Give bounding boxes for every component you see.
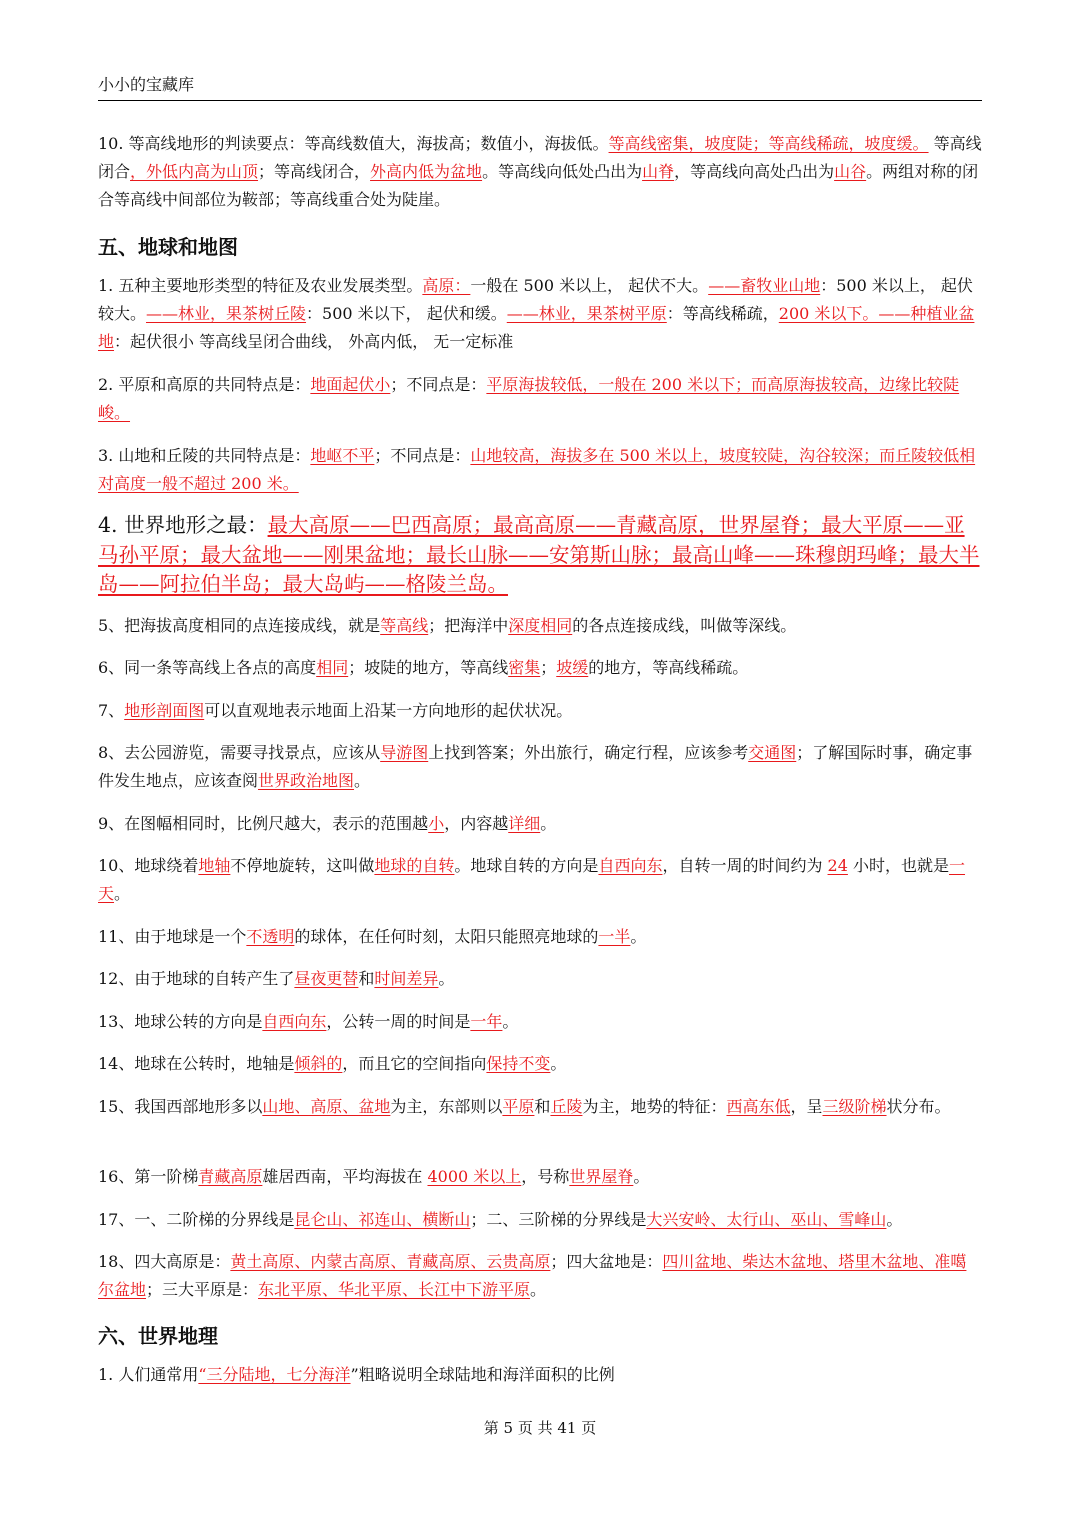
answer-text: ——林业，果茶树丘陵 xyxy=(146,304,307,323)
body-text: ；不同点是： xyxy=(374,446,471,465)
answer-text: 地球的自转 xyxy=(374,856,455,875)
answer-text: 一天 xyxy=(98,856,966,903)
body-text: 不停地旋转，这叫做 xyxy=(230,856,375,875)
answer-text: 山谷 xyxy=(834,162,867,181)
body-text: ；了解国际时事，确定事件发生地点，应该查阅 xyxy=(98,743,973,790)
answer-text: “三分陆地，七分海洋 xyxy=(198,1365,351,1384)
body-text: 。两组对称的闭合等高线中间部位为鞍部；等高线重合处为陡崖。 xyxy=(98,162,979,209)
answer-text: 外高内低为盆地 xyxy=(370,162,483,181)
body-text: 13、地球公转的方向是 xyxy=(98,1012,263,1031)
para-terrain-types xyxy=(98,272,982,356)
body-text: 9、在图幅相同时，比例尺越大，表示的范围越 xyxy=(98,814,429,833)
answer-text: 等高线 xyxy=(380,616,429,635)
body-text: 。 xyxy=(502,1012,519,1031)
para-plateaus-basins-plains xyxy=(98,1248,982,1304)
body-text: 。 xyxy=(438,969,455,988)
para-china-terrain xyxy=(98,1093,982,1121)
section-title-world-geography: 六、世界地理 xyxy=(98,1324,218,1348)
body-text: 的球体，在任何时刻，太阳只能照亮地球的 xyxy=(294,927,599,946)
answer-text: 山地、高原、盆地 xyxy=(262,1097,391,1116)
body-text: 10、地球绕着 xyxy=(98,856,199,875)
body-text: 状分布。 xyxy=(886,1097,951,1116)
body-text: 15、我国西部地形多以 xyxy=(98,1097,263,1116)
answer-text: 24 xyxy=(827,856,848,875)
body-text: ，等高线向高处凸出为 xyxy=(674,162,835,181)
answer-text: 地轴 xyxy=(198,856,231,875)
answer-text: 倾斜的 xyxy=(294,1054,343,1073)
answer-text: 详细 xyxy=(508,814,541,833)
answer-text: 不透明 xyxy=(246,927,295,946)
body-text: 18、四大高原是： xyxy=(98,1252,231,1271)
body-text: ；二、三阶梯的分界线是 xyxy=(470,1210,647,1229)
answer-text: 昆仑山、祁连山、横断山 xyxy=(294,1210,471,1229)
answer-text: 黄土高原、内蒙古高原、青藏高原、云贵高原 xyxy=(230,1252,551,1271)
body-text: 。地球自转的方向是 xyxy=(454,856,599,875)
body-text: ：500 米以下， 起伏和缓。 xyxy=(306,304,507,323)
body-text: 11、由于地球是一个 xyxy=(98,927,247,946)
answer-text: 相同 xyxy=(316,658,349,677)
answer-text: 三级阶梯 xyxy=(822,1097,887,1116)
body-text: ；不同点是： xyxy=(390,375,487,394)
body-text: ，而且它的空间指向 xyxy=(342,1054,487,1073)
para-revolution xyxy=(98,1008,982,1036)
body-text: 3. 山地和丘陵的共同特点是： xyxy=(98,446,311,465)
body-text: 。 xyxy=(633,1167,650,1186)
answer-text: 世界政治地图 xyxy=(258,771,355,790)
answer-text: 4000 米以上 xyxy=(427,1167,522,1186)
body-text: 。 xyxy=(886,1210,903,1229)
answer-text: 200 米以下。——种植业盆地 xyxy=(98,304,975,351)
para-map-usage xyxy=(98,739,982,795)
body-text: 的地方，等高线稀疏。 xyxy=(588,658,749,677)
para-contour-reading xyxy=(98,130,982,214)
answer-text: 地岖不平 xyxy=(310,446,375,465)
body-text: 12、由于地球的自转产生了 xyxy=(98,969,295,988)
answer-text: 高原： xyxy=(422,276,471,295)
body-text: 17、一、二阶梯的分界线是 xyxy=(98,1210,295,1229)
para-contour-definition xyxy=(98,612,982,640)
para-axis-tilt xyxy=(98,1050,982,1078)
body-text: 4. 世界地形之最： xyxy=(98,513,268,537)
body-text: 一般在 500 米以上， 起伏不大。 xyxy=(470,276,709,295)
body-text: 为主，东部则以 xyxy=(390,1097,503,1116)
body-text: ，公转一周的时间是 xyxy=(326,1012,471,1031)
body-text: ，自转一周的时间约为 xyxy=(662,856,828,875)
body-text: ，号称 xyxy=(521,1167,570,1186)
body-text: 。 xyxy=(550,1054,567,1073)
answer-text: 山脊 xyxy=(642,162,675,181)
body-text: 和 xyxy=(358,969,375,988)
body-text: 。 xyxy=(630,927,647,946)
body-text: ，内容越 xyxy=(444,814,509,833)
answer-text: 平原海拔较低，一般在 200 米以下；而高原海拔较高，边缘比较陡峻。 xyxy=(98,375,960,422)
para-day-night xyxy=(98,965,982,993)
answer-text: 最大高原——巴西高原；最高高原——青藏高原，世界屋脊；最大平原——亚马孙平原；最大盆地——刚果盆地；最长山脉——安第斯山脉；最高山峰——珠穆朗玛峰；最大半岛——阿拉伯半岛；最大岛屿——格陵兰岛。 xyxy=(98,513,980,596)
page-header-title: 小小的宝藏库 xyxy=(98,75,195,94)
body-text: ：起伏很小 等高线呈闭合曲线， 外高内低， 无一定标准 xyxy=(114,332,514,351)
body-text: 。 xyxy=(354,771,371,790)
answer-text: 自西向东 xyxy=(598,856,663,875)
header-divider xyxy=(98,100,982,101)
body-text: 可以直观地表示地面上沿某一方向地形的起伏状况。 xyxy=(204,701,573,720)
body-text: ；等高线闭合， xyxy=(258,162,371,181)
body-text: 7、 xyxy=(98,701,125,720)
answer-text: 丘陵 xyxy=(550,1097,583,1116)
body-text: ”粗略说明全球陆地和海洋面积的比例 xyxy=(350,1365,615,1384)
body-text: 2. 平原和高原的共同特点是： xyxy=(98,375,311,394)
answer-text: 等高线密集，坡度陡；等高线稀疏，坡度缓。 xyxy=(608,134,929,153)
para-earth-rotation xyxy=(98,852,982,908)
answer-text: 世界屋脊 xyxy=(569,1167,634,1186)
answer-text: 导游图 xyxy=(380,743,429,762)
body-text: ；三大平原是： xyxy=(146,1280,259,1299)
body-text: ：500 米以上， 起伏较大。 xyxy=(98,276,973,323)
para-opaque-earth xyxy=(98,923,982,951)
para-world-records xyxy=(98,511,982,600)
body-text: 和 xyxy=(534,1097,551,1116)
para-profile-map xyxy=(98,697,982,725)
answer-text: 小 xyxy=(428,814,445,833)
para-mountain-hill xyxy=(98,442,982,498)
answer-text: 平原 xyxy=(502,1097,535,1116)
answer-text: 青藏高原 xyxy=(198,1167,263,1186)
answer-text: 交通图 xyxy=(748,743,797,762)
answer-text: 时间差异 xyxy=(374,969,439,988)
page-footer: 第 5 页 共 41 页 xyxy=(483,1419,597,1437)
answer-text: 东北平原、华北平原、长江中下游平原 xyxy=(258,1280,531,1299)
answer-text: 地面起伏小 xyxy=(310,375,391,394)
body-text: ；把海洋中 xyxy=(428,616,509,635)
answer-text: 西高东低 xyxy=(726,1097,791,1116)
body-text: 8、去公园游览，需要寻找景点，应该从 xyxy=(98,743,381,762)
body-text: 16、第一阶梯 xyxy=(98,1167,199,1186)
answer-text: ，外低内高为山顶 xyxy=(130,162,259,181)
body-text: 1. 五种主要地形类型的特征及农业发展类型。 xyxy=(98,276,423,295)
answer-text: 昼夜更替 xyxy=(294,969,359,988)
body-text: 。 xyxy=(114,884,131,903)
body-text: 14、地球在公转时，地轴是 xyxy=(98,1054,295,1073)
body-text: 为主，地势的特征： xyxy=(582,1097,727,1116)
body-text: 10. 等高线地形的判读要点：等高线数值大，海拔高；数值小，海拔低。 xyxy=(98,134,609,153)
body-text: ；四大盆地是： xyxy=(550,1252,663,1271)
answer-text: ——林业，果茶树平原 xyxy=(506,304,667,323)
answer-text: 四川盆地、柴达木盆地、塔里木盆地、准噶尔盆地 xyxy=(98,1252,967,1299)
answer-text: 密集 xyxy=(508,658,541,677)
body-text: 小时，也就是 xyxy=(847,856,949,875)
body-text: 。等高线向低处凸出为 xyxy=(482,162,643,181)
answer-text: 地形剖面图 xyxy=(124,701,205,720)
answer-text: 山地较高，海拔多在 500 米以上，坡度较陡，沟谷较深；而丘陵较低相对高度一般不超过 200 米。 xyxy=(98,446,976,493)
body-text: 6、同一条等高线上各点的高度 xyxy=(98,658,317,677)
answer-text: 大兴安岭、太行山、巫山、雪峰山 xyxy=(646,1210,887,1229)
answer-text: ——畜牧业山地 xyxy=(708,276,821,295)
para-step-boundaries xyxy=(98,1206,982,1234)
para-scale xyxy=(98,810,982,838)
body-text: 的各点连接成线，叫做等深线。 xyxy=(572,616,797,635)
answer-text: 坡缓 xyxy=(556,658,589,677)
body-text: 。 xyxy=(530,1280,547,1299)
body-text: ：等高线稀疏， xyxy=(666,304,779,323)
body-text: ，呈 xyxy=(790,1097,823,1116)
answer-text: 深度相同 xyxy=(508,616,573,635)
body-text: 等高线闭合 xyxy=(98,134,982,181)
body-text: 1. 人们通常用 xyxy=(98,1365,199,1384)
body-text: 雄居西南，平均海拔在 xyxy=(262,1167,428,1186)
body-text: ；坡陡的地方，等高线 xyxy=(348,658,509,677)
para-contour-density xyxy=(98,654,982,682)
answer-text: 保持不变 xyxy=(486,1054,551,1073)
answer-text: 自西向东 xyxy=(262,1012,327,1031)
para-land-ocean-ratio xyxy=(98,1361,982,1389)
body-text: ； xyxy=(540,658,557,677)
body-text: 上找到答案；外出旅行，确定行程，应该参考 xyxy=(428,743,749,762)
body-text: 5、把海拔高度相同的点连接成线，就是 xyxy=(98,616,381,635)
para-first-step xyxy=(98,1163,982,1191)
answer-text: 一半 xyxy=(598,927,631,946)
para-plain-plateau xyxy=(98,371,982,427)
section-title-earth-and-map: 五、地球和地图 xyxy=(98,235,238,259)
answer-text: 一年 xyxy=(470,1012,503,1031)
body-text: 。 xyxy=(540,814,557,833)
